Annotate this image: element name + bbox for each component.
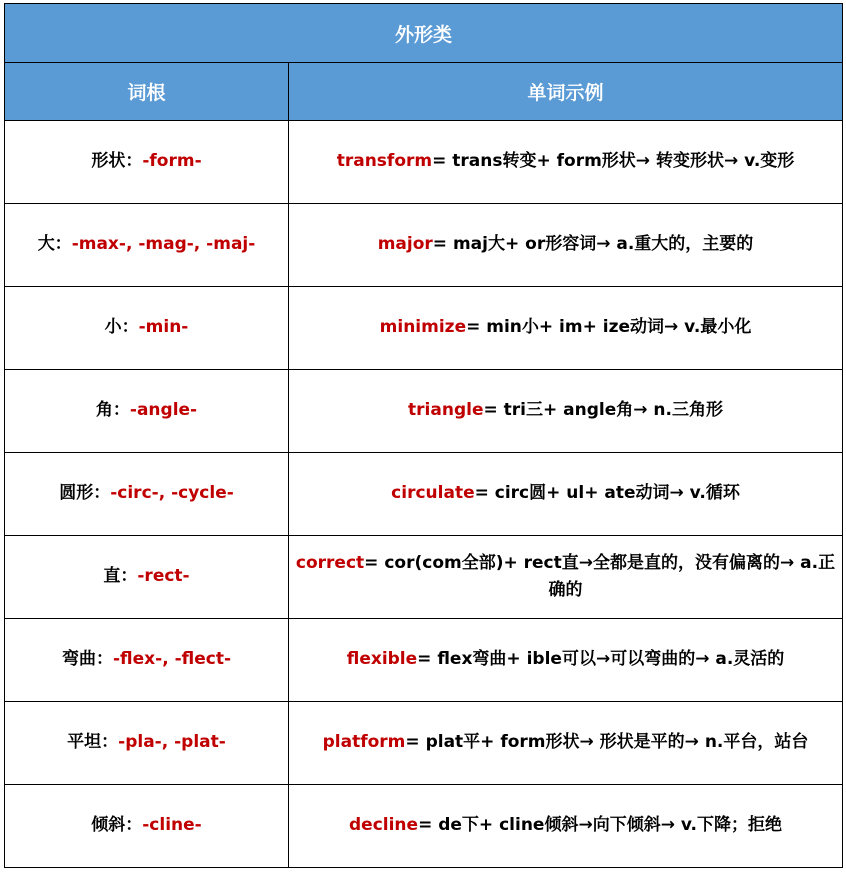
table-title-row: [5, 4, 843, 63]
example-cell: [289, 702, 843, 785]
example-word: flexible: [346, 649, 418, 670]
table-header-row: [5, 63, 843, 121]
example-word: correct: [295, 552, 365, 573]
root-text: -angle-: [129, 400, 198, 421]
example-explanation: = trans转变+ form形状→ 转变形状→ v.变形: [432, 151, 795, 172]
root-cell: [5, 204, 289, 287]
root-cell: [5, 453, 289, 536]
root-cell: [5, 121, 289, 204]
table-row: [5, 536, 843, 619]
example-cell: [289, 204, 843, 287]
root-cell: [5, 536, 289, 619]
example-explanation: = de下+ cline倾斜→向下倾斜→ v.下降；拒绝: [418, 815, 783, 836]
root-cell: [5, 287, 289, 370]
root-meaning: 小：: [104, 317, 139, 338]
table-row: [5, 121, 843, 204]
example-explanation: = tri三+ angle角→ n.三角形: [483, 400, 723, 421]
root-text: -flex-, -flect-: [112, 649, 232, 670]
roots-table-container: [4, 3, 842, 868]
example-explanation: = flex弯曲+ ible可以→可以弯曲的→ a.灵活的: [417, 649, 785, 670]
root-cell: [5, 619, 289, 702]
example-explanation: = plat平+ form形状→ 形状是平的→ n.平台，站台: [405, 732, 809, 753]
root-text: -form-: [142, 151, 202, 172]
root-text: -max-, -mag-, -maj-: [71, 234, 256, 255]
root-meaning: 弯曲：: [61, 649, 113, 670]
root-meaning: 直：: [103, 566, 138, 587]
table-row: [5, 287, 843, 370]
table-row: [5, 785, 843, 868]
root-text: -circ-, -cycle-: [110, 483, 234, 504]
root-meaning: 圆形：: [59, 483, 111, 504]
header-root: 词根: [5, 63, 289, 121]
table-row: [5, 702, 843, 785]
table-row: [5, 453, 843, 536]
root-meaning: 形状：: [91, 151, 143, 172]
example-cell: [289, 453, 843, 536]
root-meaning: 平坦：: [67, 732, 119, 753]
root-meaning: 角：: [95, 400, 130, 421]
table-title: 外形类: [5, 4, 843, 63]
root-cell: [5, 702, 289, 785]
table-row: [5, 370, 843, 453]
example-word: circulate: [391, 483, 475, 504]
table-row: [5, 204, 843, 287]
root-cell: [5, 785, 289, 868]
example-word: triangle: [408, 400, 484, 421]
example-cell: [289, 785, 843, 868]
root-text: -cline-: [142, 815, 202, 836]
root-text: -rect-: [137, 566, 190, 587]
root-meaning: 大：: [37, 234, 72, 255]
root-cell: [5, 370, 289, 453]
example-cell: [289, 370, 843, 453]
example-cell: [289, 536, 843, 619]
example-word: minimize: [379, 317, 467, 338]
example-word: major: [377, 234, 433, 255]
word-roots-table: [4, 3, 843, 868]
example-explanation: = cor(com全部)+ rect直→全都是直的，没有偏离的→ a.正确的: [364, 552, 836, 600]
example-explanation: = min小+ im+ ize动词→ v.最小化: [466, 317, 752, 338]
table-row: [5, 619, 843, 702]
example-word: platform: [322, 732, 406, 753]
example-cell: [289, 121, 843, 204]
example-cell: [289, 619, 843, 702]
root-text: -pla-, -plat-: [118, 732, 226, 753]
example-explanation: = maj大+ or形容词→ a.重大的，主要的: [432, 234, 754, 255]
example-word: transform: [336, 151, 433, 172]
header-examples: 单词示例: [289, 63, 843, 121]
root-text: -min-: [138, 317, 189, 338]
example-word: decline: [349, 815, 419, 836]
example-cell: [289, 287, 843, 370]
root-meaning: 倾斜：: [91, 815, 143, 836]
example-explanation: = circ圆+ ul+ ate动词→ v.循环: [474, 483, 740, 504]
